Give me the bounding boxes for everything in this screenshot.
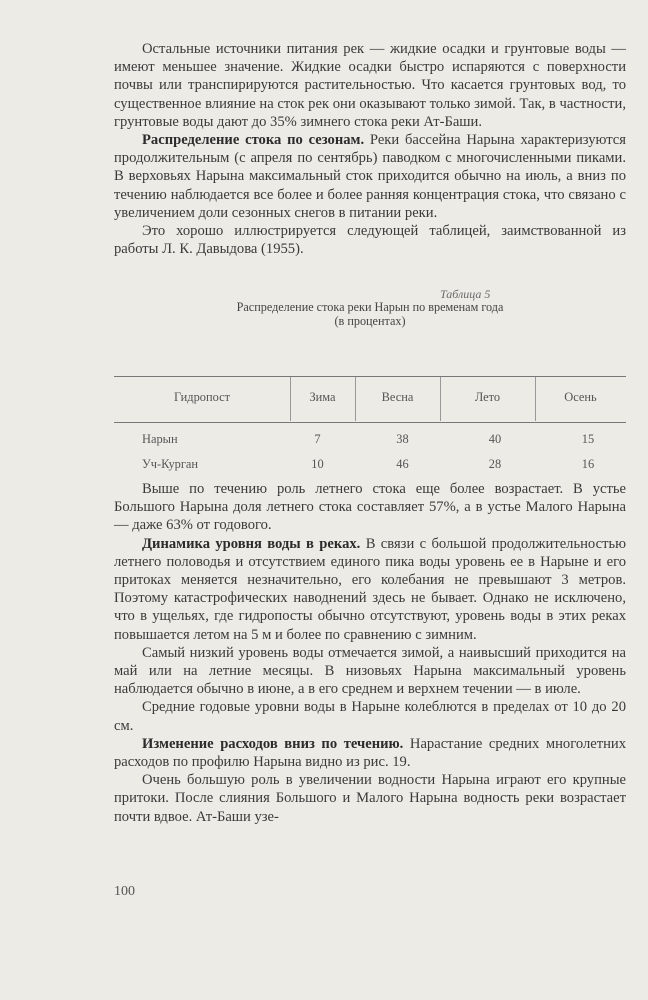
table-label: Таблица 5: [440, 287, 491, 301]
section-heading-level: Динамика уровня воды в реках.: [142, 535, 361, 552]
page-number: 100: [114, 884, 135, 899]
table-header-cell: Осень: [564, 390, 597, 404]
paragraph-3-text: Это хорошо иллюстрируется следующей таблицей, заимствованной из работы Л. К. Давыдова (1955).: [114, 223, 626, 258]
table-header-cell: Весна: [381, 390, 414, 404]
table-cell: 28: [488, 457, 502, 471]
table-cell: 46: [396, 457, 409, 471]
table-cell: 7: [314, 432, 321, 446]
paragraph-9: [114, 771, 626, 826]
text-block-bottom: [114, 480, 626, 826]
paragraph-6-text: Самый низкий уровень воды отмечается зимой, а наивысший приходится на май или на летние месяцы. В низовьях Нарына максимальный уровень наблюдается обычно в июне, а в его среднем и верхнем течении — в июле.: [114, 644, 626, 698]
paragraph-9-text: Очень большую роль в увеличении водности Нарына играют его крупные притоки. После слияния Большого и Малого Нарына водность реки возрастает почти вдвое. Ат-Баши узе-: [114, 772, 626, 825]
paragraph-1: [114, 40, 626, 131]
table-cell: 40: [488, 432, 502, 446]
paragraph-5-text: В связи с большой продолжительностью летнего половодья и отсутствием единого пика воды уровень ее в Нарыне и его притоках меняется незначительно, его колебания не превышают 3 метров. Поэтому катастрофических наводнений здесь не бывает. Однако не исключено, что в ущельях, где гидропосты обычно отсутствуют, уровень воды в этих реках повышается летом на 5 м и более по сравнению с зимним.: [114, 535, 627, 643]
table-header-cell: Гидропост: [173, 390, 231, 404]
table-cell: 10: [311, 457, 324, 471]
paragraph-4: [114, 480, 626, 535]
paragraph-8-text: Нарастание средних многолетних расходов по профилю Нарына видно из рис. 19.: [114, 735, 626, 771]
paragraph-1-text: Остальные источники питания рек — жидкие осадки и грунтовые воды — имеют меньшее значение. Жидкие осадки быстро испаряются с поверхности почвы или транспирируются растительностью. Что касается грунтовых вод, то существенное влияние на сток рек они оказывают только зимой. Так, в частности, грунтовые воды дают до 35% зимнего стока реки Ат-Баши.: [114, 41, 626, 130]
paragraph-7-text: Средние годовые уровни воды в Нарыне колеблются в пределах от 10 до 20 см.: [114, 699, 626, 734]
table-caption: [114, 300, 626, 328]
table-cell: Уч-Курган: [142, 457, 199, 471]
section-heading-discharge: Изменение расходов вниз по течению.: [142, 735, 404, 752]
table-cell: 16: [581, 457, 595, 471]
table-header-cell: Зима: [309, 390, 336, 404]
table-rule-top: [114, 376, 626, 377]
paragraph-7: [114, 698, 626, 734]
paragraph-5: [114, 535, 626, 644]
paragraph-6: [114, 644, 626, 699]
table-header-cell: Лето: [474, 390, 501, 404]
section-heading-seasons: Распределение стока по сезонам.: [142, 132, 365, 149]
table-cell: Нарын: [142, 432, 178, 446]
paragraph-2: [114, 131, 626, 222]
paragraph-4-text: Выше по течению роль летнего стока еще более возрастает. В устье Большого Нарына доля летнего стока составляет 57%, а в устье Малого Нарына — даже 63% от годового.: [114, 481, 626, 534]
table-title: Распределение стока реки Нарын по временам года: [236, 300, 504, 314]
paragraph-3: [114, 222, 626, 258]
paragraph-2-text: Реки бассейна Нарына характеризуются продолжительным (с апреля по сентябрь) паводком с многочисленными пиками. В верховьях Нарына максимальный сток приходится обычно на июль, а вниз по течению наблюдается все более и более ранняя концентрация стока, что связано с увеличением доли сезонных снегов в питании реки.: [114, 132, 626, 221]
table-cell: 38: [396, 432, 409, 446]
paragraph-8: [114, 735, 626, 771]
table-subtitle: (в процентах): [334, 314, 406, 328]
table-rule-header: [114, 422, 626, 423]
text-block-top: [114, 40, 626, 258]
table-cell: 15: [581, 432, 595, 446]
